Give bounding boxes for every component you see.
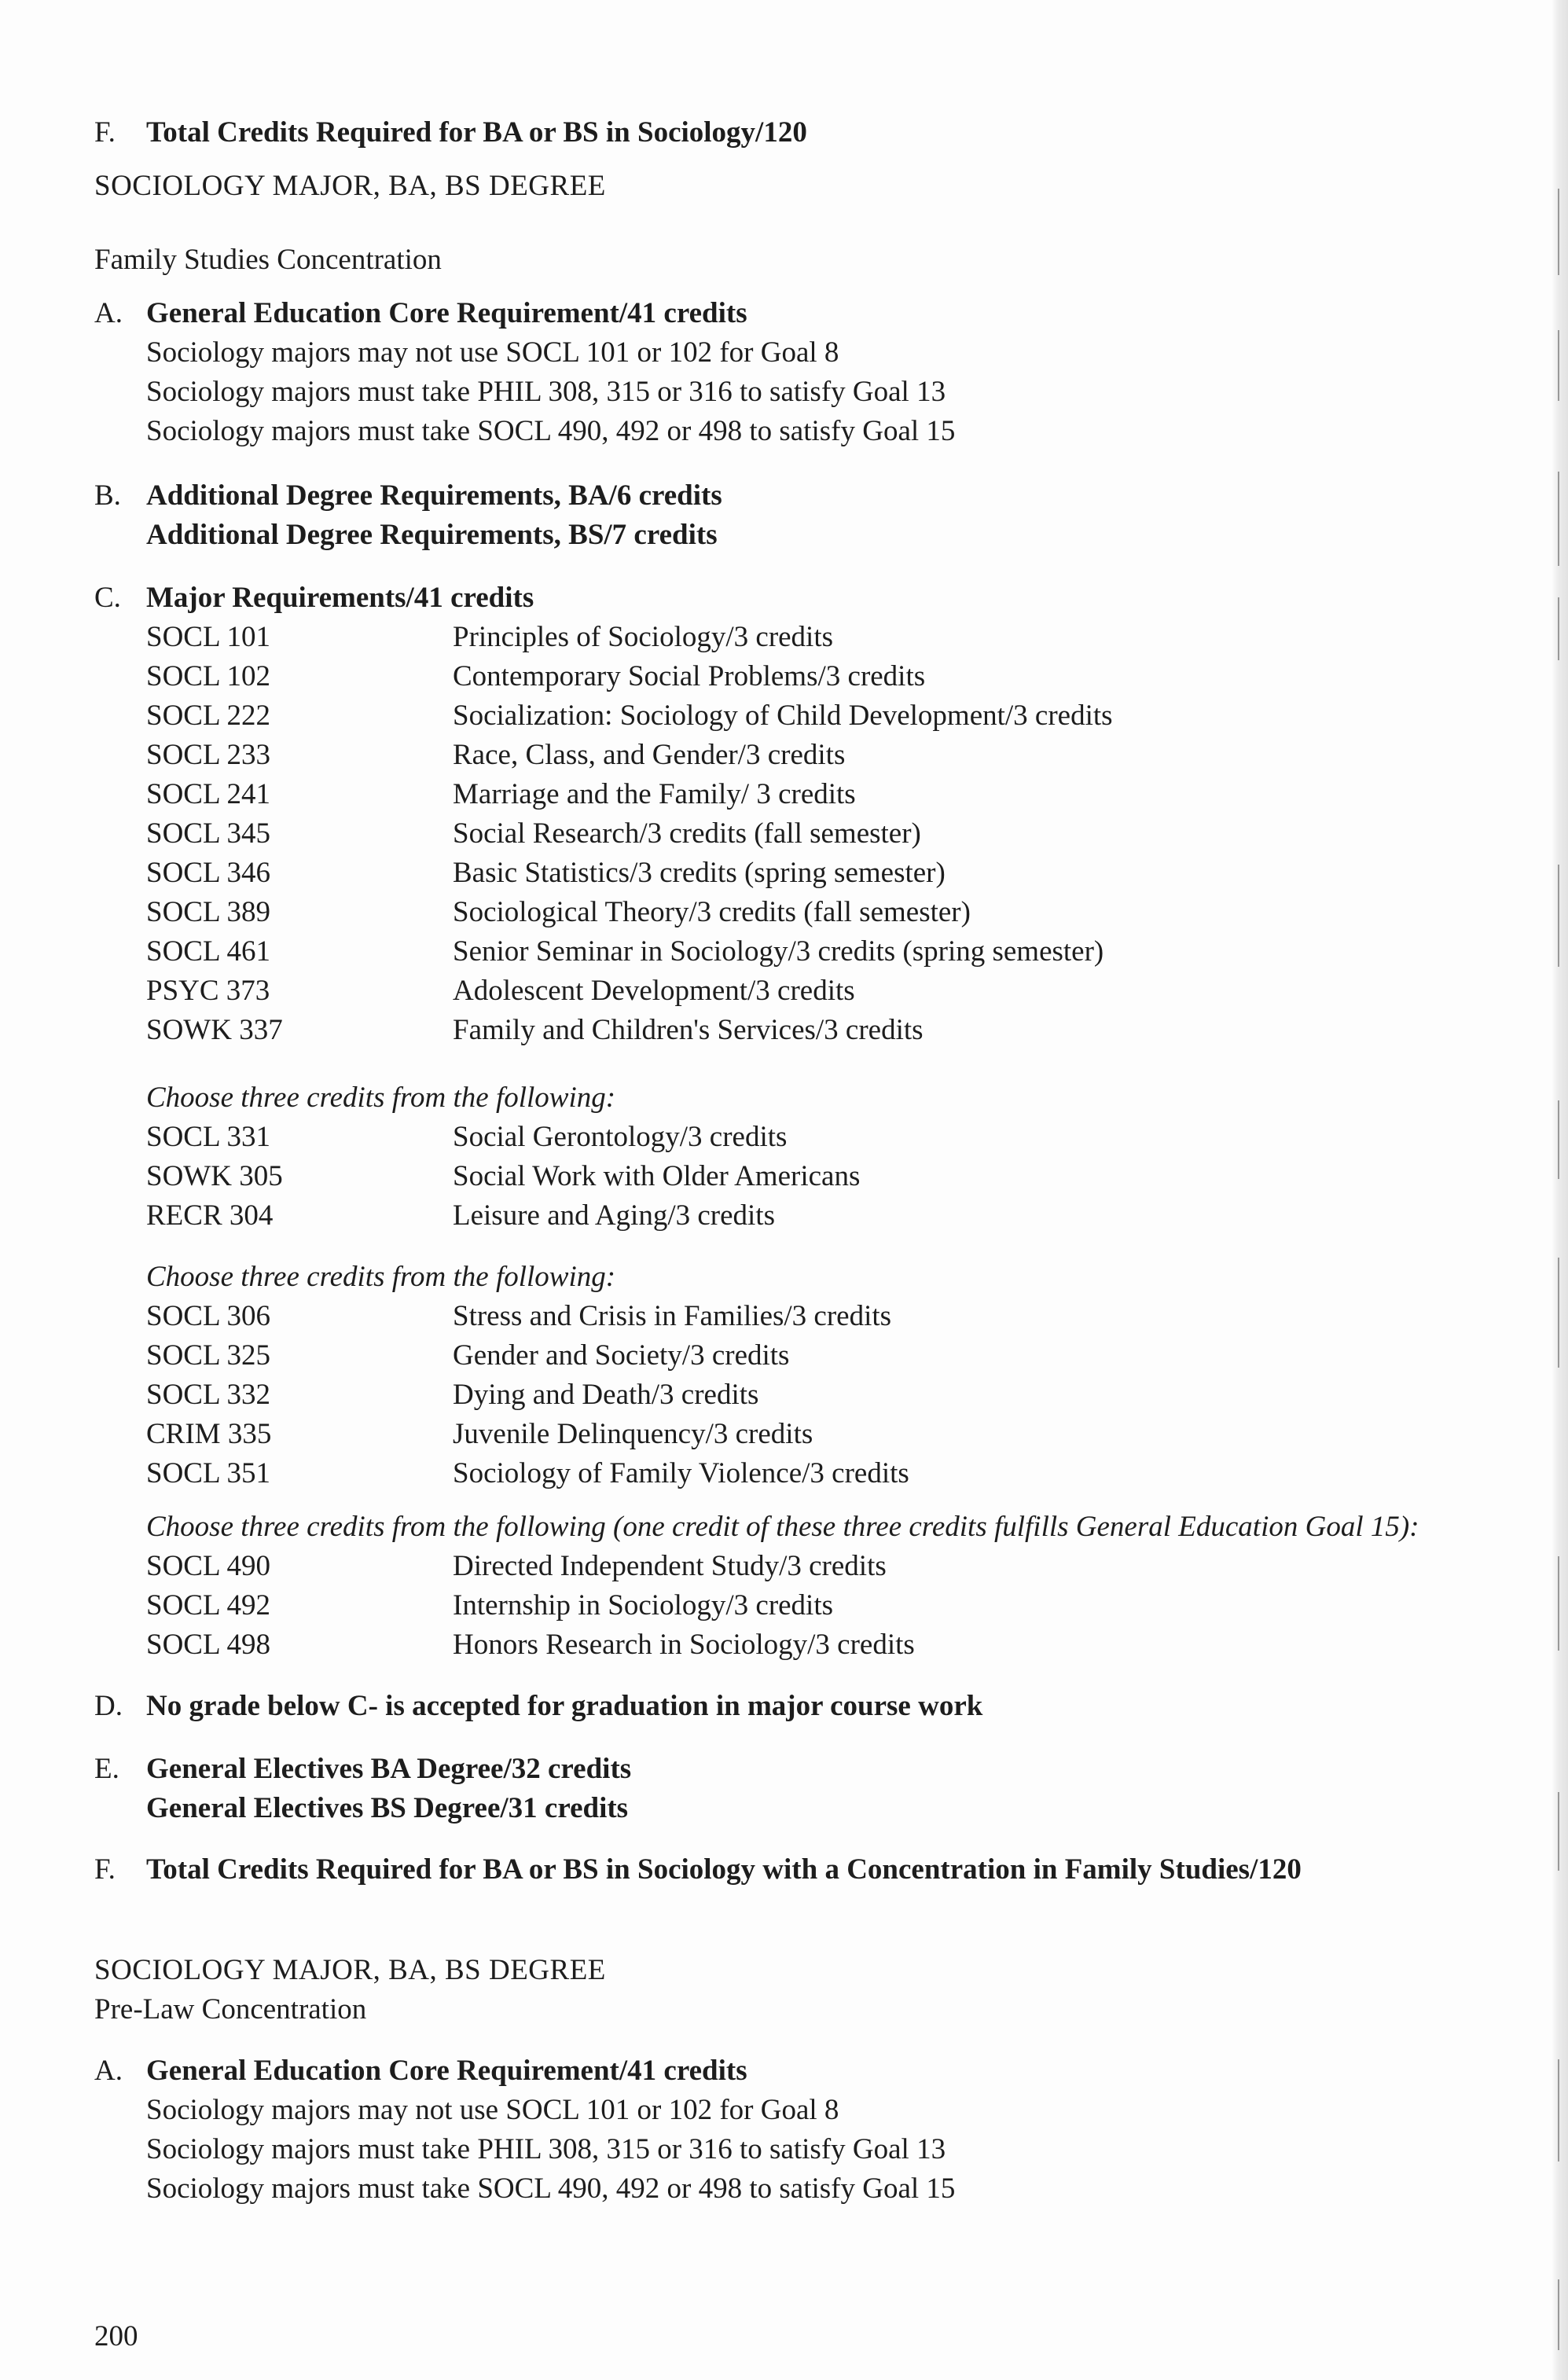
course-code: SOCL 492 (146, 1589, 270, 1622)
course-code: SOCL 222 (146, 700, 270, 732)
choose-instruction: Choose three credits from the following: (146, 1261, 616, 1293)
section-heading: No grade below C- is accepted for graduation in major course work (146, 1690, 983, 1722)
course-code: SOCL 102 (146, 660, 270, 692)
course-code: SOCL 346 (146, 857, 270, 889)
course-code: SOCL 332 (146, 1379, 270, 1411)
family-concentration-block (94, 241, 1462, 280)
choose-instruction: Choose three credits from the following: (146, 1082, 616, 1114)
major-title: SOCIOLOGY MAJOR, BA, BS DEGREE (94, 1954, 606, 1986)
section-heading: General Electives BA Degree/32 credits (146, 1753, 632, 1785)
course-row (94, 1547, 1462, 1586)
course-title: Stress and Crisis in Families/3 credits (453, 1300, 892, 1332)
course-code: SOCL 325 (146, 1339, 270, 1372)
family-section-a (94, 294, 1462, 451)
section-heading-2: Additional Degree Requirements, BS/7 credits (146, 519, 718, 551)
section-heading: General Education Core Requirement/41 credits (146, 297, 747, 329)
course-title: Sociological Theory/3 credits (fall semester) (453, 896, 971, 928)
course-row (94, 775, 1462, 814)
course-code: SOCL 345 (146, 817, 270, 850)
requirement-line: Sociology majors must take SOCL 490, 492 or 498 to satisfy Goal 15 (146, 415, 956, 447)
course-title: Internship in Sociology/3 credits (453, 1589, 834, 1622)
course-title: Gender and Society/3 credits (453, 1339, 790, 1372)
course-row (94, 932, 1462, 971)
course-code: SOCL 490 (146, 1550, 270, 1582)
family-section-c (94, 578, 1462, 1050)
edge-mark (1558, 2279, 1559, 2350)
family-section-e (94, 1750, 1462, 1828)
major-title: SOCIOLOGY MAJOR, BA, BS DEGREE (94, 170, 606, 202)
section-letter: E. (94, 1753, 119, 1785)
top-total-credits (94, 113, 1462, 152)
edge-mark (1558, 1792, 1559, 1871)
course-title: Principles of Sociology/3 credits (453, 621, 834, 653)
course-row (94, 1415, 1462, 1454)
page-edge-shadow (1551, 0, 1568, 2380)
course-row (94, 736, 1462, 775)
page-number: 200 (94, 2320, 138, 2352)
section-heading: General Education Core Requirement/41 credits (146, 2055, 747, 2087)
course-row (94, 854, 1462, 893)
course-title: Directed Independent Study/3 credits (453, 1550, 887, 1582)
course-row (94, 1454, 1462, 1493)
prelaw-title-block (94, 1951, 1462, 2029)
course-title: Social Gerontology/3 credits (453, 1121, 788, 1153)
choose-instruction: Choose three credits from the following (one credit of these three credits fulfills General Education Goal 15): (146, 1511, 1419, 1543)
course-row (94, 1625, 1462, 1665)
course-title: Honors Research in Sociology/3 credits (453, 1629, 915, 1661)
section-letter: A. (94, 2055, 123, 2087)
course-code: SOWK 305 (146, 1160, 283, 1192)
edge-mark (1558, 330, 1559, 401)
section-heading: Total Credits Required for BA or BS in Sociology/120 (146, 116, 807, 149)
course-title: Leisure and Aging/3 credits (453, 1199, 775, 1232)
section-heading: Major Requirements/41 credits (146, 582, 534, 614)
requirement-line: Sociology majors may not use SOCL 101 or 102 for Goal 8 (146, 2094, 839, 2126)
concentration-title: Pre-Law Concentration (94, 1993, 367, 2026)
course-code: SOCL 241 (146, 778, 270, 810)
course-code: SOCL 389 (146, 896, 270, 928)
section-letter: F. (94, 1853, 116, 1886)
edge-mark (1558, 1556, 1559, 1651)
section-heading-2: General Electives BS Degree/31 credits (146, 1792, 629, 1824)
course-row (94, 971, 1462, 1011)
course-code: SOCL 498 (146, 1629, 270, 1661)
course-title: Contemporary Social Problems/3 credits (453, 660, 926, 692)
edge-mark (1558, 472, 1559, 566)
course-code: CRIM 335 (146, 1418, 272, 1450)
course-title: Family and Children's Services/3 credits (453, 1014, 924, 1046)
edge-mark (1558, 1100, 1559, 1179)
course-row (94, 1118, 1462, 1157)
course-row (94, 618, 1462, 657)
course-title: Sociology of Family Violence/3 credits (453, 1457, 909, 1489)
course-title: Marriage and the Family/ 3 credits (453, 778, 856, 810)
course-code: SOCL 233 (146, 739, 270, 771)
course-code: RECR 304 (146, 1199, 274, 1232)
course-row (94, 1375, 1462, 1415)
course-row (94, 893, 1462, 932)
course-title: Adolescent Development/3 credits (453, 975, 855, 1007)
requirement-line: Sociology majors must take PHIL 308, 315 or 316 to satisfy Goal 13 (146, 2133, 946, 2165)
course-row (94, 1297, 1462, 1336)
course-code: SOCL 306 (146, 1300, 270, 1332)
section-letter: F. (94, 116, 116, 149)
course-title: Senior Seminar in Sociology/3 credits (spring semester) (453, 935, 1104, 968)
edge-mark (1558, 1258, 1559, 1368)
course-row (94, 1196, 1462, 1236)
course-row (94, 1157, 1462, 1196)
edge-mark (1558, 865, 1559, 967)
edge-mark (1558, 2059, 1559, 2161)
family-major-title-block (94, 167, 1462, 206)
course-row (94, 1011, 1462, 1050)
family-section-b (94, 476, 1462, 555)
choose-group-3 (94, 1508, 1462, 1665)
course-title: Dying and Death/3 credits (453, 1379, 759, 1411)
section-heading: Total Credits Required for BA or BS in Sociology with a Concentration in Family Studies/120 (146, 1853, 1302, 1886)
course-title: Basic Statistics/3 credits (spring semester) (453, 857, 946, 889)
section-letter: C. (94, 582, 121, 614)
course-row (94, 657, 1462, 696)
section-heading: Additional Degree Requirements, BA/6 credits (146, 479, 722, 512)
family-section-d (94, 1687, 1462, 1726)
course-code: SOCL 461 (146, 935, 270, 968)
course-title: Socialization: Sociology of Child Development/3 credits (453, 700, 1113, 732)
edge-mark (1558, 597, 1559, 660)
section-letter: A. (94, 297, 123, 329)
course-title: Juvenile Delinquency/3 credits (453, 1418, 813, 1450)
course-title: Social Work with Older Americans (453, 1160, 861, 1192)
section-letter: B. (94, 479, 121, 512)
course-title: Social Research/3 credits (fall semester) (453, 817, 921, 850)
course-code: SOWK 337 (146, 1014, 283, 1046)
course-code: PSYC 373 (146, 975, 270, 1007)
requirement-line: Sociology majors may not use SOCL 101 or 102 for Goal 8 (146, 336, 839, 369)
section-letter: D. (94, 1690, 123, 1722)
course-row (94, 696, 1462, 736)
course-code: SOCL 351 (146, 1457, 270, 1489)
concentration-title: Family Studies Concentration (94, 244, 442, 276)
family-section-f (94, 1850, 1462, 1890)
course-title: Race, Class, and Gender/3 credits (453, 739, 846, 771)
course-row (94, 1586, 1462, 1625)
requirement-line: Sociology majors must take SOCL 490, 492 or 498 to satisfy Goal 15 (146, 2172, 956, 2205)
course-row (94, 1336, 1462, 1375)
edge-mark (1558, 189, 1559, 275)
choose-group-1 (94, 1078, 1462, 1236)
course-row (94, 814, 1462, 854)
requirement-line: Sociology majors must take PHIL 308, 315 or 316 to satisfy Goal 13 (146, 376, 946, 408)
course-code: SOCL 331 (146, 1121, 270, 1153)
course-code: SOCL 101 (146, 621, 270, 653)
prelaw-section-a (94, 2051, 1462, 2209)
choose-group-2 (94, 1258, 1462, 1493)
